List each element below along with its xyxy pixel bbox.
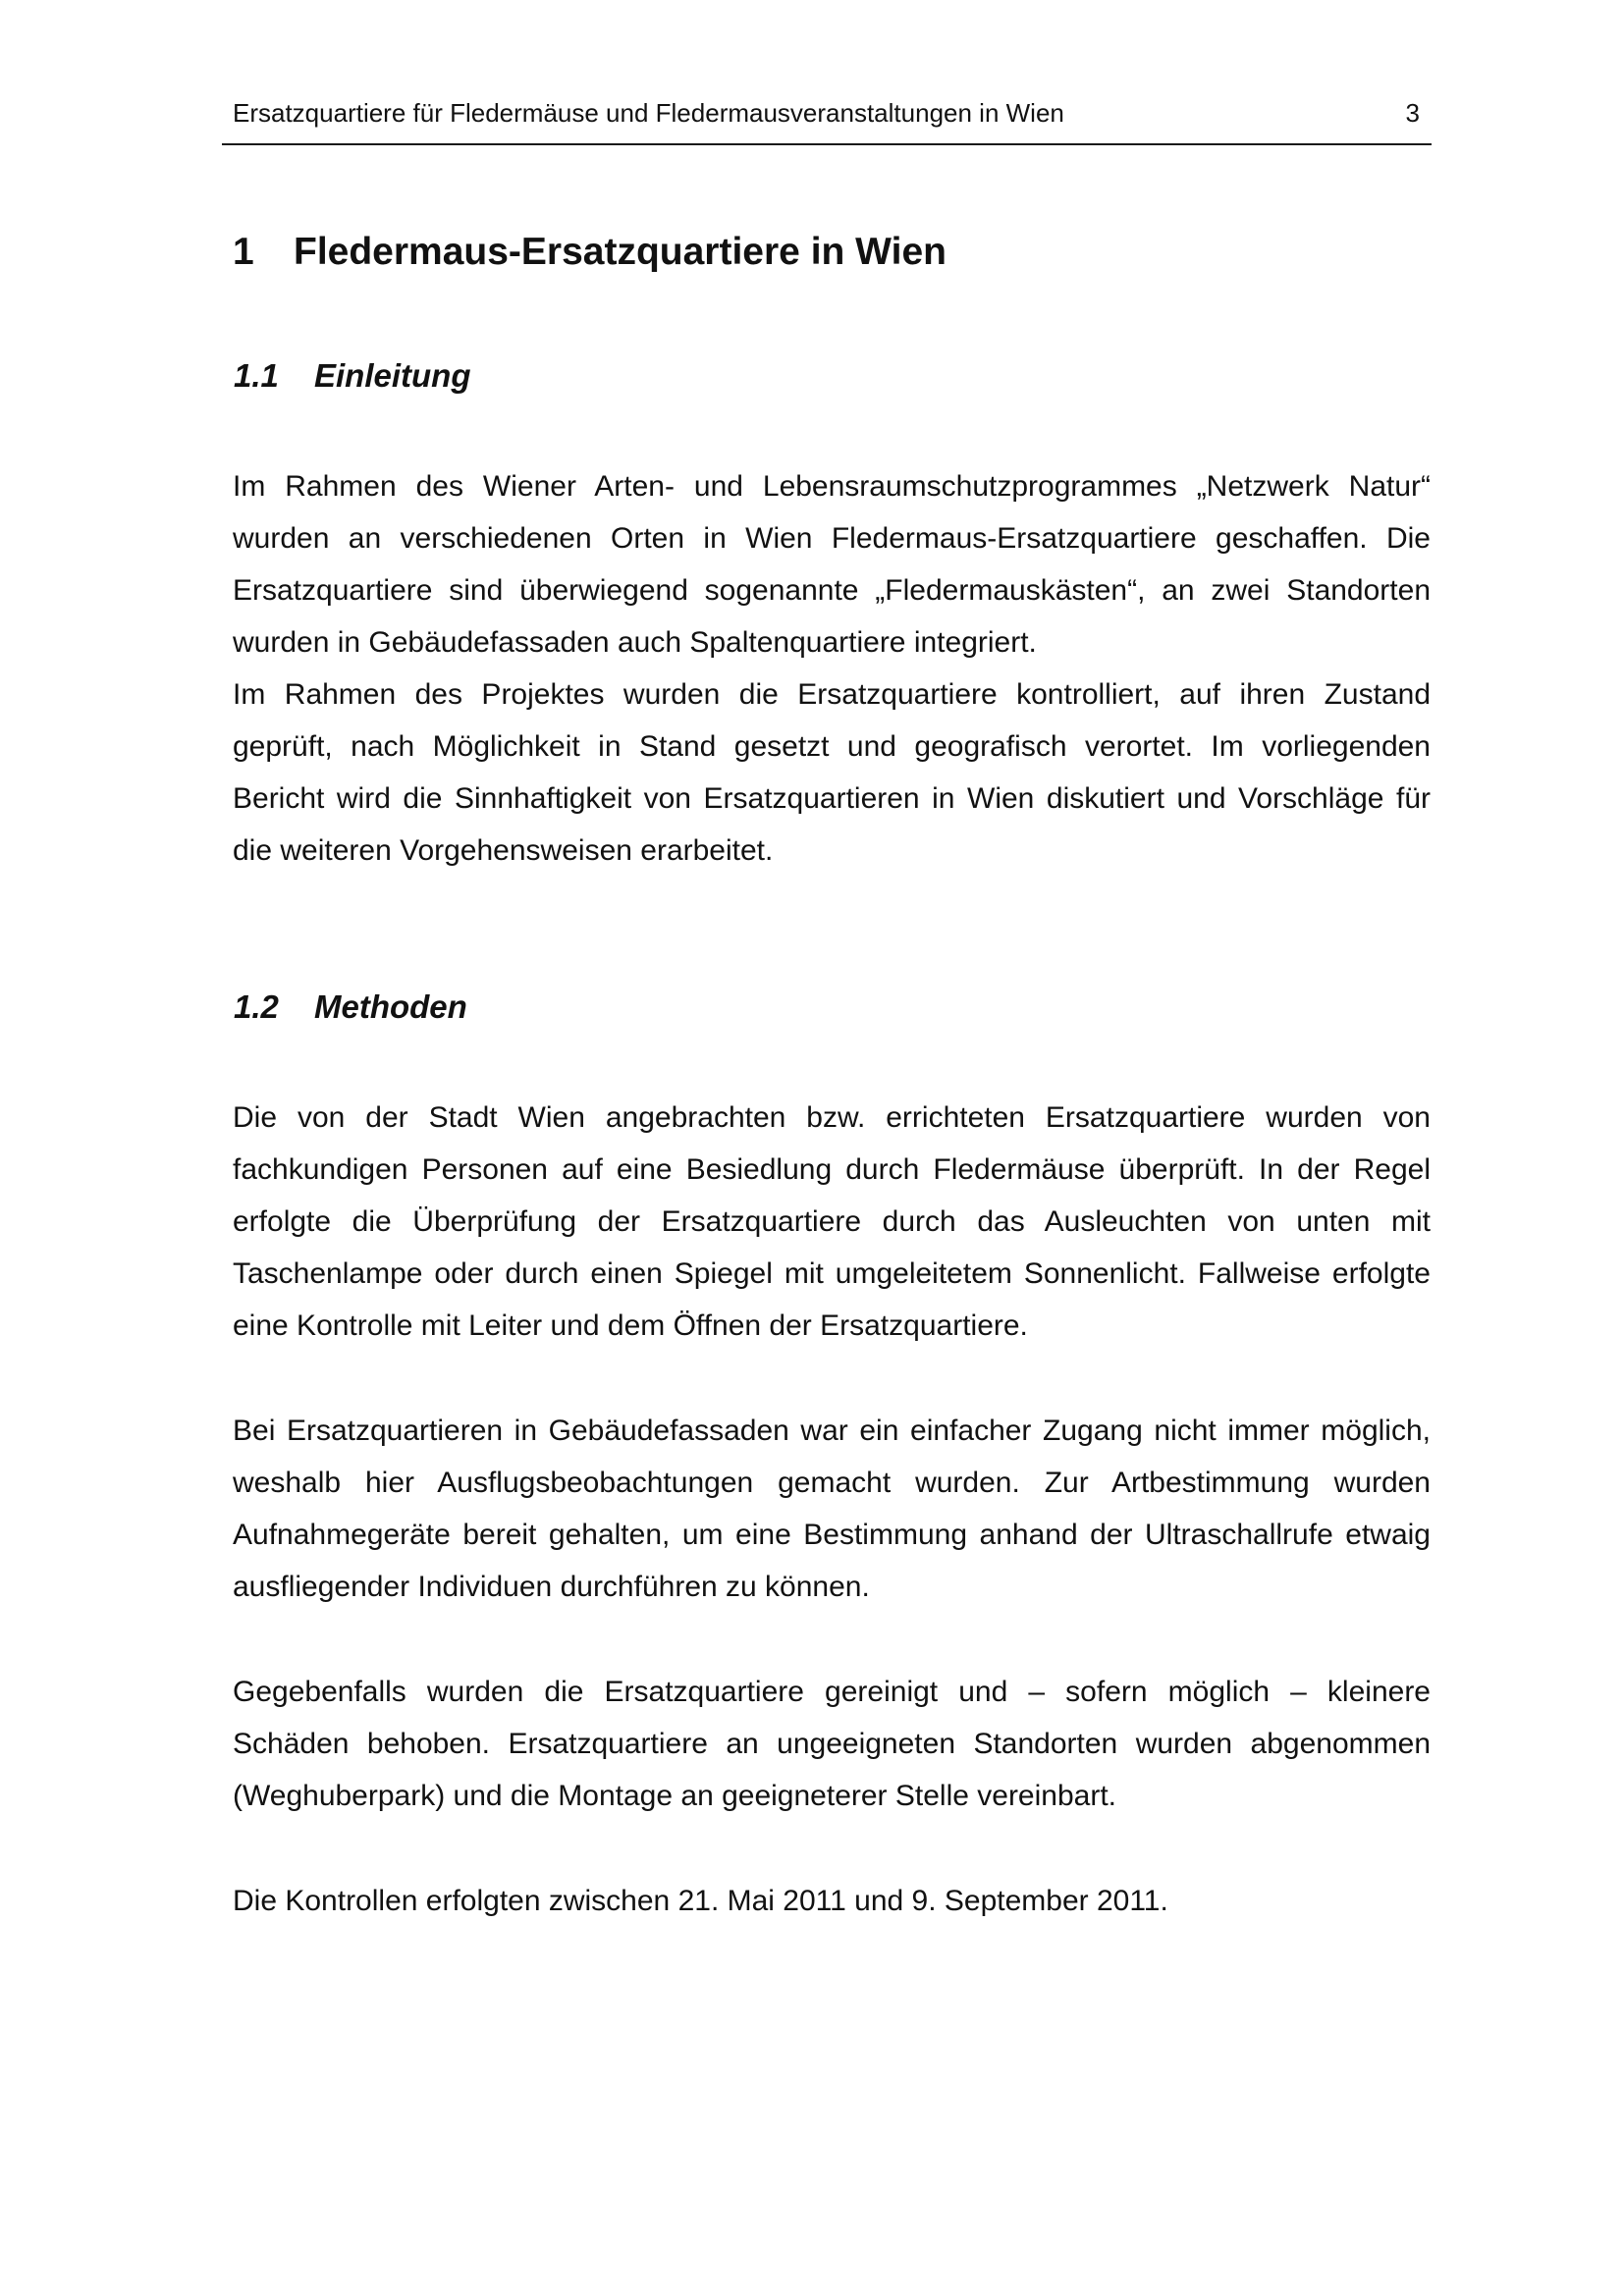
- text-line: ausfliegender Individuen durchführen zu können.: [233, 1571, 870, 1603]
- text-line: eine Kontrolle mit Leiter und dem Öffnen der Ersatzquartiere.: [233, 1309, 1028, 1342]
- header-title: Ersatzquartiere für Fledermäuse und Fledermausveranstaltungen in Wien: [233, 98, 1064, 128]
- paragraph-methoden-2: [233, 1405, 1431, 1613]
- text-line: Die Kontrollen erfolgten zwischen 21. Mai 2011 und 9. September 2011.: [233, 1885, 1168, 1917]
- text-line: erfolgte die Überprüfung der Ersatzquartiere durch das Ausleuchten von unten mit: [233, 1205, 1431, 1238]
- text-line: (Weghuberpark) und die Montage an geeigneterer Stelle vereinbart.: [233, 1780, 1116, 1812]
- text-line: wurden an verschiedenen Orten in Wien Fledermaus-Ersatzquartiere geschaffen. Die: [233, 522, 1431, 555]
- section-number: 1.2: [234, 988, 279, 1025]
- text-line: Schäden behoben. Ersatzquartiere an ungeeigneten Standorten wurden abgenommen: [233, 1728, 1431, 1760]
- text-line: Im Rahmen des Wiener Arten- und Lebensraumschutzprogrammes „Netzwerk Natur“: [233, 470, 1431, 503]
- paragraph-einleitung: [233, 460, 1431, 877]
- text-line: Im Rahmen des Projektes wurden die Ersatzquartiere kontrolliert, auf ihren Zustand: [233, 678, 1431, 711]
- chapter-heading: [233, 230, 947, 275]
- text-line: Gegebenfalls wurden die Ersatzquartiere gereinigt und – sofern möglich – kleinere: [233, 1676, 1431, 1708]
- text-line: Bericht wird die Sinnhaftigkeit von Ersatzquartieren in Wien diskutiert und Vorschläge für: [233, 782, 1431, 815]
- text-line: Aufnahmegeräte bereit gehalten, um eine Bestimmung anhand der Ultraschallrufe etwaig: [233, 1519, 1431, 1551]
- chapter-number: 1: [233, 231, 254, 273]
- text-line: wurden in Gebäudefassaden auch Spaltenquartiere integriert.: [233, 626, 1037, 659]
- chapter-title: Fledermaus-Ersatzquartiere in Wien: [294, 231, 947, 273]
- text-line: Ersatzquartiere sind überwiegend sogenannte „Fledermauskästen“, an zwei Standorten: [233, 574, 1431, 607]
- text-line: weshalb hier Ausflugsbeobachtungen gemacht wurden. Zur Artbestimmung wurden: [233, 1467, 1431, 1499]
- section-number: 1.1: [234, 357, 279, 394]
- section-heading-methoden: [234, 988, 467, 1027]
- paragraph-methoden-4: [233, 1875, 1431, 1927]
- text-line: Taschenlampe oder durch einen Spiegel mit umgeleitetem Sonnenlicht. Fallweise erfolgte: [233, 1257, 1431, 1290]
- text-line: geprüft, nach Möglichkeit in Stand gesetzt und geografisch verortet. Im vorliegenden: [233, 730, 1431, 763]
- page-number: 3: [1405, 98, 1420, 128]
- section-title: Einleitung: [314, 357, 471, 394]
- text-line: fachkundigen Personen auf eine Besiedlung durch Fledermäuse überprüft. In der Regel: [233, 1153, 1431, 1186]
- text-line: die weiteren Vorgehensweisen erarbeitet.: [233, 834, 774, 867]
- paragraph-methoden-3: [233, 1666, 1431, 1822]
- running-header: [222, 94, 1432, 145]
- paragraph-methoden-1: [233, 1092, 1431, 1352]
- section-title: Methoden: [314, 988, 467, 1025]
- text-line: Die von der Stadt Wien angebrachten bzw. errichteten Ersatzquartiere wurden von: [233, 1101, 1431, 1134]
- text-line: Bei Ersatzquartieren in Gebäudefassaden war ein einfacher Zugang nicht immer möglich,: [233, 1415, 1431, 1447]
- section-heading-einleitung: [234, 356, 471, 396]
